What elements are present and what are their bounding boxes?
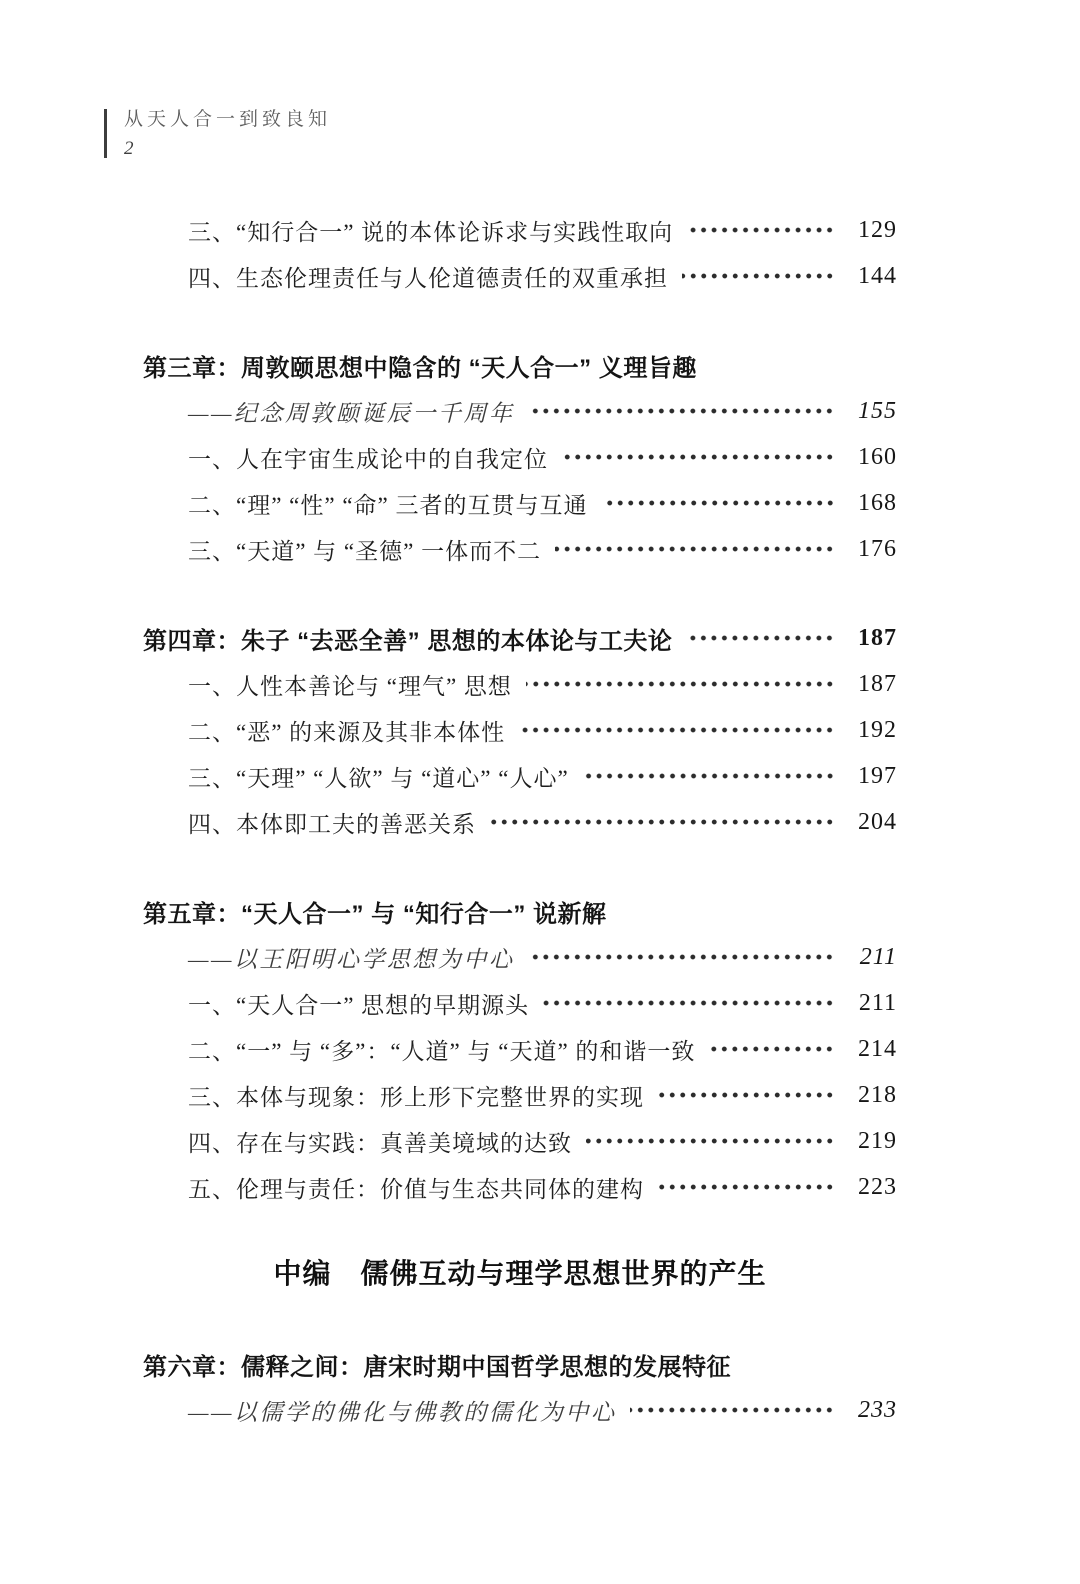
toc-entry	[143, 799, 897, 845]
dot-leader	[583, 753, 835, 799]
dot-leader	[658, 1072, 835, 1118]
toc-entry	[143, 253, 897, 299]
entry-label: ——以王阳明心学思想为中心	[188, 946, 515, 972]
entry-label: 二、“一” 与 “多”：“人道” 与 “天道” 的和谐一致	[188, 1038, 696, 1064]
dot-leader	[602, 480, 835, 526]
entry-page-number: 160	[858, 443, 897, 470]
dot-leader	[586, 1118, 835, 1164]
toc-chapter-heading	[143, 1341, 897, 1387]
dot-leader	[682, 253, 835, 299]
page-header	[104, 109, 331, 158]
entry-label: 三、“天道” 与 “圣德” 一体而不二	[188, 538, 542, 564]
entry-label: 第六章：儒释之间：唐宋时期中国哲学思想的发展特征	[143, 1353, 731, 1381]
entry-page-number: 218	[858, 1081, 897, 1108]
folio-page-number: 2	[124, 137, 134, 159]
entry-page-number: 214	[858, 1035, 897, 1062]
dot-leader	[519, 707, 835, 753]
entry-label: ——以儒学的佛化与佛教的儒化为中心	[188, 1399, 617, 1425]
toc-entry	[143, 1026, 897, 1072]
entry-page-number: 176	[858, 535, 897, 562]
entry-label: 四、生态伦理责任与人伦道德责任的双重承担	[188, 265, 668, 291]
entry-label: ——纪念周敦颐诞辰一千周年	[188, 400, 515, 426]
dot-leader	[658, 1164, 835, 1210]
entry-page-number: 168	[858, 489, 897, 516]
toc-entry	[143, 753, 897, 799]
entry-page-number: 211	[859, 943, 897, 970]
dot-leader	[528, 388, 835, 434]
table-of-contents	[143, 207, 897, 1433]
dot-leader	[630, 1387, 835, 1433]
running-title: 从天人合一到致良知	[124, 109, 332, 130]
entry-label: 第三章：周敦颐思想中隐含的 “天人合一” 义理旨趣	[143, 354, 697, 382]
dot-leader	[709, 1026, 835, 1072]
entry-label: 中编 儒佛互动与理学思想世界的产生	[273, 1259, 767, 1290]
dot-leader	[687, 207, 835, 253]
entry-page-number: 192	[858, 716, 897, 743]
toc-entry	[143, 980, 897, 1026]
dot-leader	[526, 661, 835, 707]
entry-label: 一、人在宇宙生成论中的自我定位	[188, 446, 548, 472]
entry-label: 五、伦理与责任：价值与生态共同体的建构	[188, 1176, 644, 1202]
toc-entry	[143, 1072, 897, 1118]
entry-label: 四、存在与实践：真善美境域的达致	[188, 1130, 572, 1156]
entry-page-number: 187	[858, 670, 897, 697]
toc-entry	[143, 526, 897, 572]
entry-page-number: 233	[858, 1396, 897, 1423]
toc-entry	[143, 434, 897, 480]
dot-leader	[686, 615, 835, 661]
toc-entry	[143, 207, 897, 253]
entry-label: 一、人性本善论与 “理气” 思想	[188, 673, 512, 699]
entry-page-number: 197	[858, 762, 897, 789]
entry-label: 三、“知行合一” 说的本体论诉求与实践性取向	[188, 219, 674, 245]
dot-leader	[543, 980, 835, 1026]
toc-subtitle-entry	[143, 934, 897, 980]
entry-page-number: 144	[858, 262, 897, 289]
toc-chapter-heading	[143, 888, 897, 934]
toc-entry	[143, 661, 897, 707]
toc-chapter-heading	[143, 342, 897, 388]
toc-subtitle-entry	[143, 388, 897, 434]
dot-leader	[490, 799, 835, 845]
toc-entry	[143, 1118, 897, 1164]
dot-leader	[555, 526, 835, 572]
entry-label: 二、“恶” 的来源及其非本体性	[188, 719, 506, 745]
entry-page-number: 155	[858, 397, 897, 424]
entry-page-number: 187	[858, 624, 897, 651]
toc-chapter-heading	[143, 615, 897, 661]
entry-label: 第五章：“天人合一” 与 “知行合一” 说新解	[143, 900, 607, 928]
entry-page-number: 223	[858, 1173, 897, 1200]
entry-page-number: 211	[858, 989, 897, 1016]
toc-part-heading	[143, 1246, 897, 1298]
toc-subtitle-entry	[143, 1387, 897, 1433]
entry-label: 三、本体与现象：形上形下完整世界的实现	[188, 1084, 644, 1110]
entry-label: 一、“天人合一” 思想的早期源头	[188, 992, 530, 1018]
dot-leader	[562, 434, 835, 480]
toc-entry	[143, 1164, 897, 1210]
entry-label: 二、“理” “性” “命” 三者的互贯与互通	[188, 492, 588, 518]
entry-page-number: 219	[858, 1127, 897, 1154]
dot-leader	[528, 934, 835, 980]
entry-label: 三、“天理” “人欲” 与 “道心” “人心”	[188, 765, 569, 791]
toc-entry	[143, 480, 897, 526]
toc-entry	[143, 707, 897, 753]
entry-label: 第四章：朱子 “去恶全善” 思想的本体论与工夫论	[143, 627, 673, 655]
entry-label: 四、本体即工夫的善恶关系	[188, 811, 476, 837]
entry-page-number: 129	[858, 216, 897, 243]
entry-page-number: 204	[858, 808, 897, 835]
